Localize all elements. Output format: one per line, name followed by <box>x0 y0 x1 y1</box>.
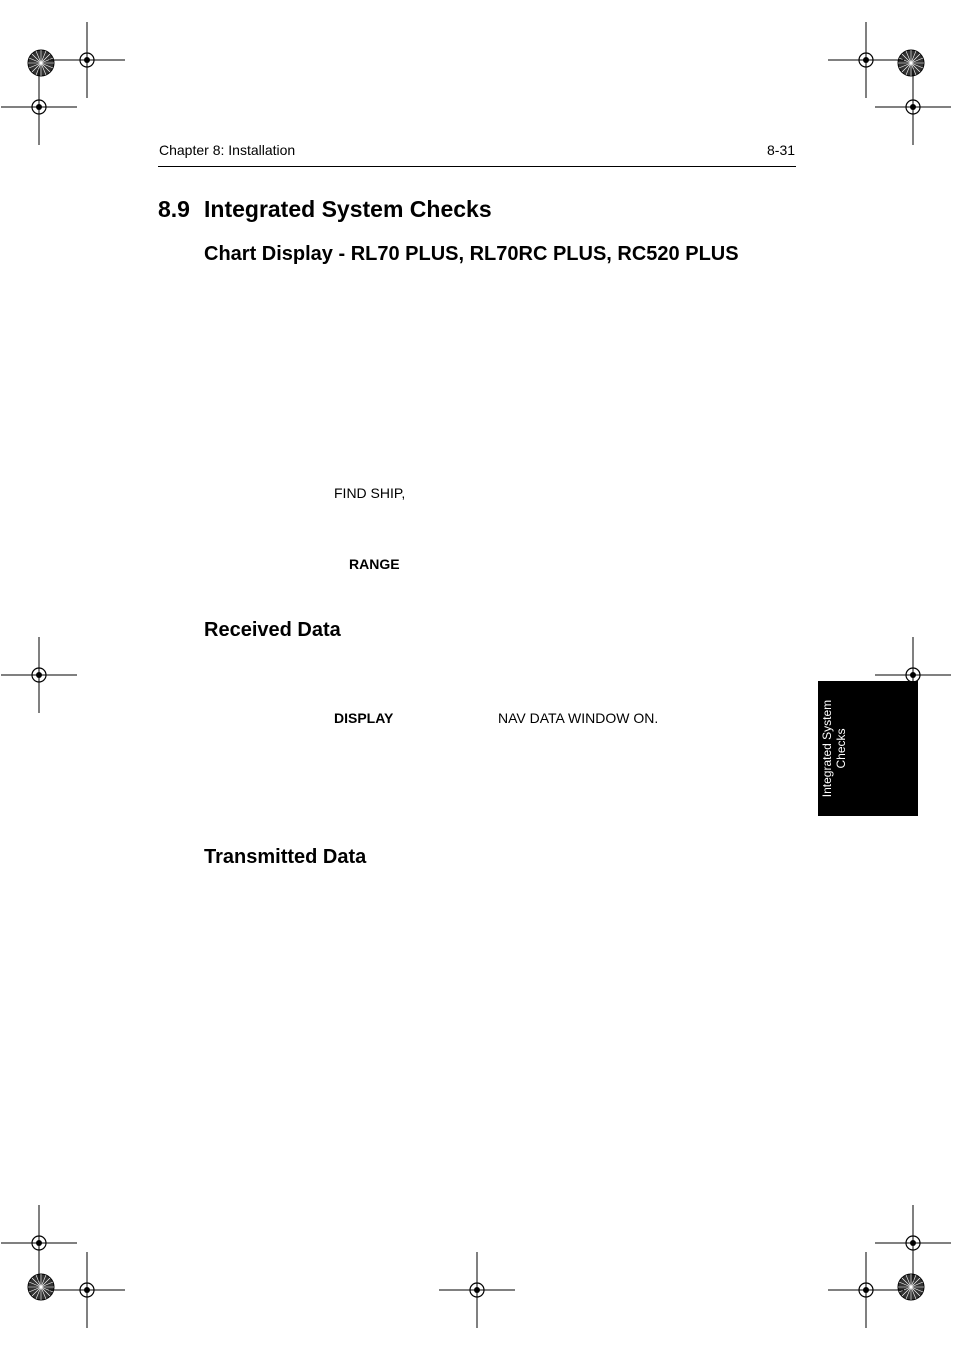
page-number: 8-31 <box>767 142 796 158</box>
range-key: RANGE <box>349 556 400 572</box>
side-tab-label: Integrated System Checks <box>820 699 848 798</box>
subsection-received-data: Received Data <box>204 619 341 641</box>
section-title: Integrated System Checks <box>204 196 492 222</box>
header-rule <box>158 166 796 167</box>
section-number: 8.9 <box>158 196 190 222</box>
subsection-transmitted-data: Transmitted Data <box>204 846 367 868</box>
side-tab <box>818 681 918 816</box>
subsection-chart-display: Chart Display - RL70 PLUS, RL70RC PLUS, RC520 PLUS <box>204 243 739 265</box>
nav-data-window-text: NAV DATA WINDOW ON. <box>498 710 659 726</box>
running-header-chapter: Chapter 8: Installation <box>159 142 296 158</box>
find-ship-text: FIND SHIP, <box>334 485 406 501</box>
display-key: DISPLAY <box>334 710 394 726</box>
